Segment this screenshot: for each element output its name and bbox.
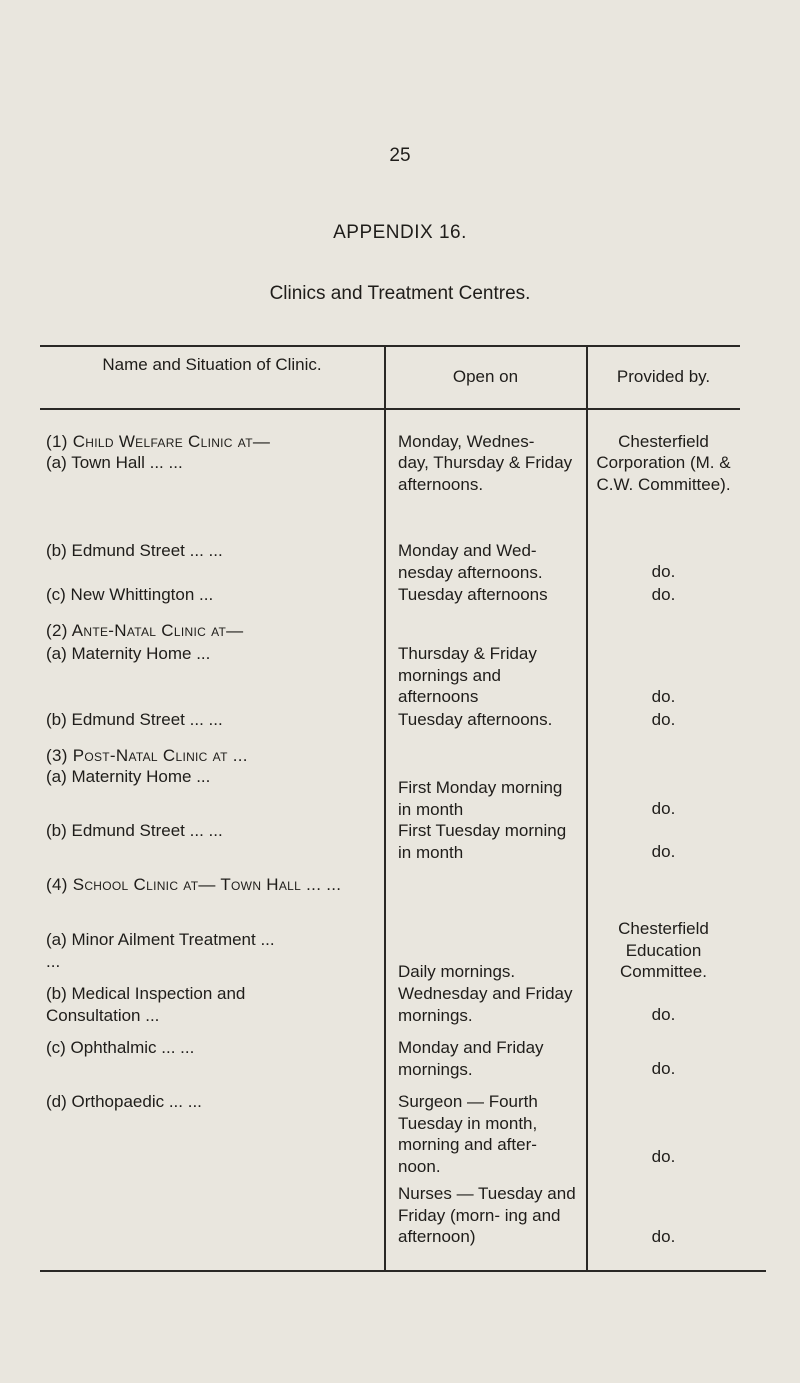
row-12-provided-by: Chesterfield Education Committee. — [618, 919, 709, 981]
row-9-provided-by: do. — [651, 799, 676, 818]
row-12-name: (a) Minor Ailment Treatment ... ... — [46, 930, 275, 971]
row-14-name: (c) Ophthalmic ... ... — [46, 1038, 195, 1057]
row-13-name: (b) Medical Inspection and Consultation ... — [46, 984, 246, 1025]
row-3-name: (b) Edmund Street ... ... — [46, 541, 223, 560]
row-2-name: (a) Town Hall ... ... — [46, 453, 183, 472]
row-2-open-on: day, Thursday & Friday afternoons. — [398, 453, 573, 494]
column-divider-1 — [384, 345, 386, 1271]
row-4-name: (c) New Whittington ... — [46, 585, 214, 604]
row-9-name: (a) Maternity Home ... — [46, 767, 211, 786]
row-1-open-on: Monday, Wednes- — [398, 432, 535, 451]
header-provided-by — [587, 367, 740, 387]
row-10-name: (b) Edmund Street ... ... — [46, 821, 223, 840]
row-7-name: (b) Edmund Street ... ... — [46, 710, 223, 729]
row-14-provided-by: do. — [651, 1059, 676, 1078]
header-open-on-text: Open on — [452, 367, 519, 386]
appendix-subtitle: Clinics and Treatment Centres. — [269, 283, 531, 304]
row-7-open-on: Tuesday afternoons. — [398, 710, 553, 729]
row-10-open-on: First Tuesday morning in month — [398, 821, 567, 862]
row-16-provided-by: do. — [651, 1227, 676, 1246]
header-name-text: Name and Situation of Clinic. — [102, 355, 322, 374]
row-4-open-on: Tuesday afternoons — [398, 585, 548, 604]
row-6-open-on: Thursday & Friday mornings and afternoons — [398, 644, 537, 706]
row-6-name: (a) Maternity Home ... — [46, 644, 211, 663]
row-11-name: (4) School Clinic at— Town Hall ... ... — [46, 875, 342, 894]
row-14-open-on: Monday and Friday mornings. — [398, 1038, 544, 1079]
row-10-provided-by: do. — [651, 842, 676, 861]
row-2-provided-by: Corporation (M. & C.W. Committee). — [596, 453, 731, 494]
row-15-name: (d) Orthopaedic ... ... — [46, 1092, 202, 1111]
header-name — [40, 355, 384, 375]
row-6-provided-by: do. — [651, 687, 676, 706]
row-15-provided-by: do. — [651, 1147, 676, 1166]
row-16-open-on: Nurses — Tuesday and Friday (morn- ing and afternoon) — [398, 1184, 576, 1246]
row-13-open-on: Wednesday and Friday mornings. — [398, 984, 573, 1025]
page-number: 25 — [389, 145, 411, 166]
header-provided-by-text: Provided by. — [616, 367, 711, 386]
row-9-open-on: First Monday morning in month — [398, 778, 563, 819]
row-3-open-on: Monday and Wed- nesday afternoons. — [398, 541, 543, 582]
row-3-provided-by: do. — [651, 562, 676, 581]
row-5-name: (2) Ante-Natal Clinic at— — [46, 621, 244, 640]
row-4-provided-by: do. — [651, 585, 676, 604]
row-13-provided-by: do. — [651, 1005, 676, 1024]
table-bottom-rule — [40, 1270, 766, 1272]
row-1-name: (1) Child Welfare Clinic at— — [46, 432, 271, 451]
row-1-provided-by: Chesterfield — [618, 432, 709, 451]
header-open-on — [385, 367, 586, 387]
row-12-open-on: Daily mornings. — [398, 962, 516, 981]
appendix-title: APPENDIX 16. — [333, 222, 467, 243]
table-top-rule — [40, 345, 740, 347]
row-8-name: (3) Post-Natal Clinic at ... — [46, 746, 248, 765]
header-bottom-rule — [40, 408, 740, 410]
row-15-open-on: Surgeon — Fourth Tuesday in month, morning and after- noon. — [398, 1092, 538, 1176]
row-7-provided-by: do. — [651, 710, 676, 729]
